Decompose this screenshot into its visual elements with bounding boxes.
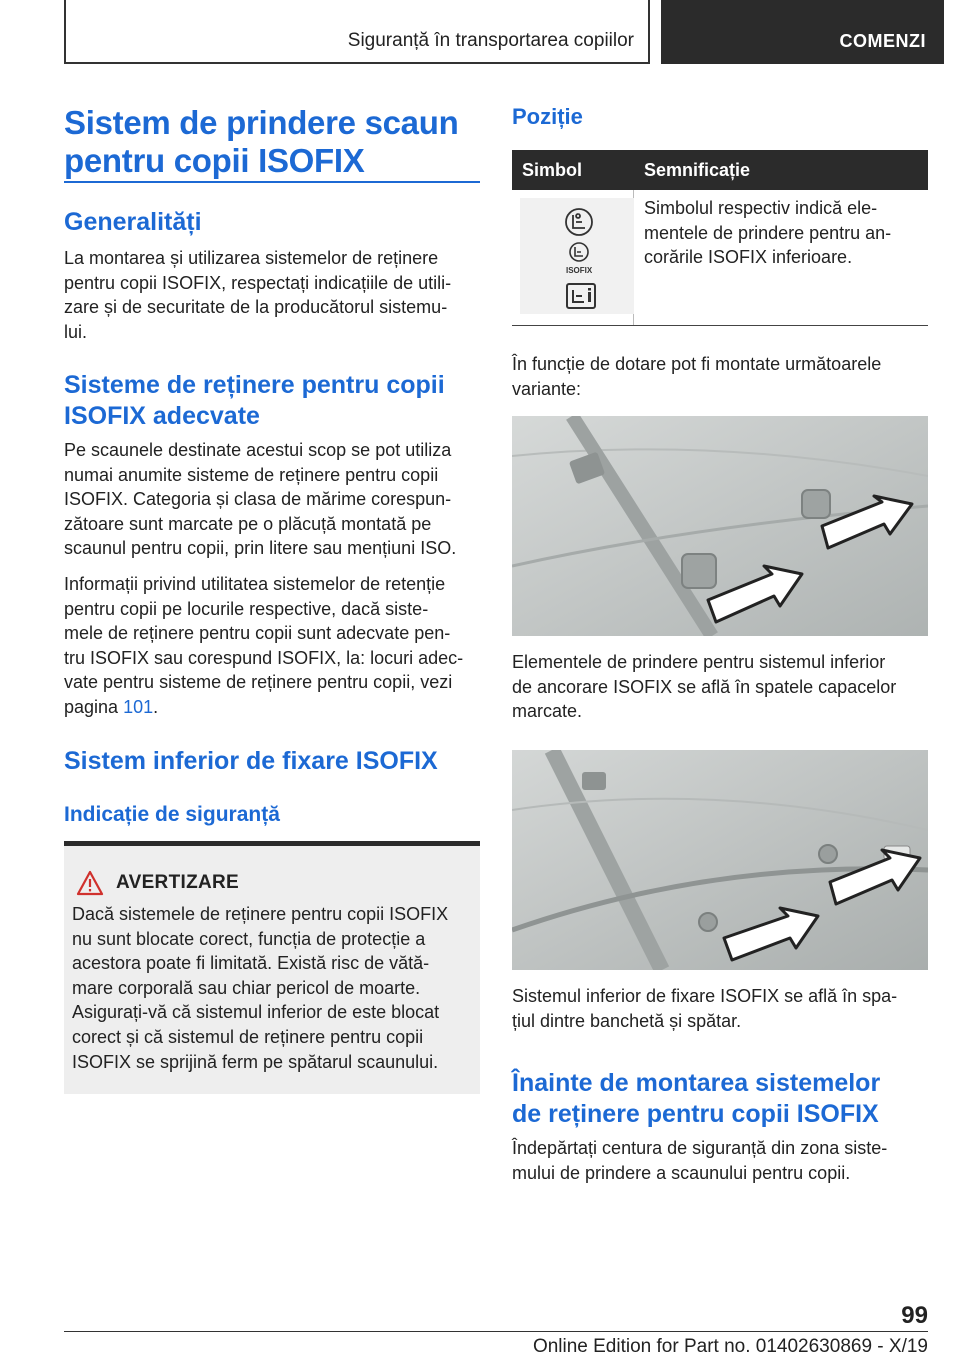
position-heading: Poziție bbox=[512, 104, 583, 129]
variants-text bbox=[512, 352, 932, 401]
text-fragment: pagina bbox=[64, 696, 124, 717]
text-line: țiul dintre banchetă și spătar. bbox=[512, 1010, 742, 1031]
isofix-photo-covers bbox=[512, 416, 928, 636]
caption-2 bbox=[512, 984, 932, 1033]
text-line: zătoare sunt marcate pe o plăcuță montată pe bbox=[64, 513, 432, 534]
text-line: nu sunt blocate corect, funcția de protecție a bbox=[72, 928, 426, 949]
section-title: Siguranță în transportarea copiilor bbox=[347, 30, 634, 51]
table-header-symbol: Simbol bbox=[522, 159, 583, 180]
main-heading-line2: pentru copii ISOFIX bbox=[64, 142, 365, 179]
text-line-with-link bbox=[64, 695, 484, 720]
text-line: corect și că sistemul de reținere pentru copii bbox=[72, 1026, 424, 1047]
text-fragment: . bbox=[153, 696, 159, 717]
isofix-child-seat-icon bbox=[520, 198, 634, 314]
general-text bbox=[64, 246, 484, 344]
seat-photo-2 bbox=[512, 750, 928, 970]
table-header bbox=[512, 150, 928, 190]
text-line: mului de prindere a scaunului pentru copii. bbox=[512, 1162, 851, 1183]
text-line: Pe scaunele destinate acestui scop se pot utiliza bbox=[64, 440, 452, 460]
before-heading bbox=[512, 1068, 932, 1130]
edition-info: Online Edition for Part no. 01402630869 - X/19 bbox=[532, 1336, 928, 1357]
warning-text bbox=[72, 902, 472, 1074]
heading-line: Înainte de montarea sistemelor bbox=[512, 1069, 881, 1097]
table-header-meaning: Semnificație bbox=[644, 159, 751, 180]
text-line: numai anumite sisteme de reținere pentru copii bbox=[64, 464, 439, 485]
footer-rule bbox=[64, 1331, 928, 1332]
heading-line: ISOFIX adecvate bbox=[64, 402, 260, 430]
text-line: zare și de securitate de la producătorul sistemu‐ bbox=[64, 297, 448, 318]
text-line: Asigurați-vă că sistemul inferior de este blocat bbox=[72, 1002, 440, 1023]
meaning-cell bbox=[634, 190, 928, 325]
isofix-symbol-box bbox=[520, 198, 634, 314]
suitable-text-2 bbox=[64, 572, 484, 720]
header-box bbox=[64, 0, 650, 64]
text-line: pentru copii ISOFIX, respectați indicațiile de utili‐ bbox=[64, 272, 452, 293]
text-line: mele de reținere pentru copii sunt adecvate pen‐ bbox=[64, 623, 451, 644]
table-row bbox=[512, 190, 928, 326]
text-line: lui. bbox=[64, 321, 88, 342]
suitable-text-1 bbox=[64, 438, 484, 561]
text-line: acestora poate fi limitată. Există risc de vătă‐ bbox=[72, 953, 430, 974]
isofix-symbol-label: ISOFIX bbox=[566, 266, 593, 275]
text-line: vate pentru sisteme de reținere pentru copii, vezi bbox=[64, 672, 453, 693]
chapter-label: COMENZI bbox=[839, 31, 926, 51]
text-line: Sistemul inferior de fixare ISOFIX se află în spa‐ bbox=[512, 986, 898, 1006]
warning-box bbox=[64, 841, 480, 1094]
suitable-heading bbox=[64, 370, 484, 432]
lower-anchor-heading: Sistem inferior de fixare ISOFIX bbox=[64, 747, 438, 775]
text-line: mentele de prindere pentru an‐ bbox=[644, 222, 892, 243]
caption-1 bbox=[512, 650, 932, 724]
warning-title: AVERTIZARE bbox=[116, 872, 239, 893]
symbol-cell bbox=[512, 190, 634, 325]
warning-triangle-icon bbox=[76, 870, 104, 896]
text-line: Elementele de prindere pentru sistemul inferior bbox=[512, 652, 886, 672]
page-link[interactable]: 101 bbox=[123, 696, 154, 717]
text-line: mare corporală sau chiar pericol de moarte. bbox=[72, 977, 421, 998]
warning-header bbox=[72, 870, 472, 896]
main-heading bbox=[64, 104, 480, 180]
symbol-table bbox=[512, 150, 928, 326]
heading-line: de reținere pentru copii ISOFIX bbox=[512, 1100, 879, 1128]
text-line: ISOFIX se sprijină ferm pe spătarul scaunului. bbox=[72, 1051, 439, 1072]
isofix-photo-gap bbox=[512, 750, 928, 970]
text-line: variante: bbox=[512, 378, 582, 399]
text-line: pentru copii pe locurile respective, dacă siste‐ bbox=[64, 598, 429, 619]
text-line: marcate. bbox=[512, 701, 583, 722]
main-heading-line1: Sistem de prindere scaun bbox=[64, 104, 459, 141]
safety-heading: Indicație de siguranță bbox=[64, 803, 280, 826]
page-number: 99 bbox=[901, 1302, 928, 1329]
text-line: ISOFIX. Categoria și clasa de mărime corespun‐ bbox=[64, 489, 452, 510]
text-line: La montarea și utilizarea sistemelor de reținere bbox=[64, 248, 439, 268]
heading-rule bbox=[64, 181, 480, 183]
text-line: Informații privind utilitatea sistemelor de retenție bbox=[64, 574, 446, 594]
text-line: Simbolul respectiv indică ele‐ bbox=[644, 198, 878, 218]
text-line: scaunul pentru copii, prin litere sau mențiuni ISO. bbox=[64, 538, 457, 559]
text-line: În funcție de dotare pot fi montate următoarele bbox=[512, 354, 882, 374]
seat-photo-1 bbox=[512, 416, 928, 636]
general-heading: Generalități bbox=[64, 208, 202, 236]
text-line: de ancorare ISOFIX se află în spatele capacelor bbox=[512, 676, 897, 697]
before-text bbox=[512, 1136, 932, 1185]
text-line: corările ISOFIX inferioare. bbox=[644, 247, 853, 268]
text-line: Îndepărtați centura de siguranță din zona siste‐ bbox=[512, 1138, 888, 1158]
heading-line: Sisteme de reținere pentru copii bbox=[64, 371, 445, 399]
text-line: tru ISOFIX sau corespund ISOFIX, la: locuri adec‐ bbox=[64, 647, 464, 668]
text-line: Dacă sistemele de reținere pentru copii ISOFIX bbox=[72, 904, 449, 924]
chapter-tab[interactable] bbox=[661, 0, 944, 64]
